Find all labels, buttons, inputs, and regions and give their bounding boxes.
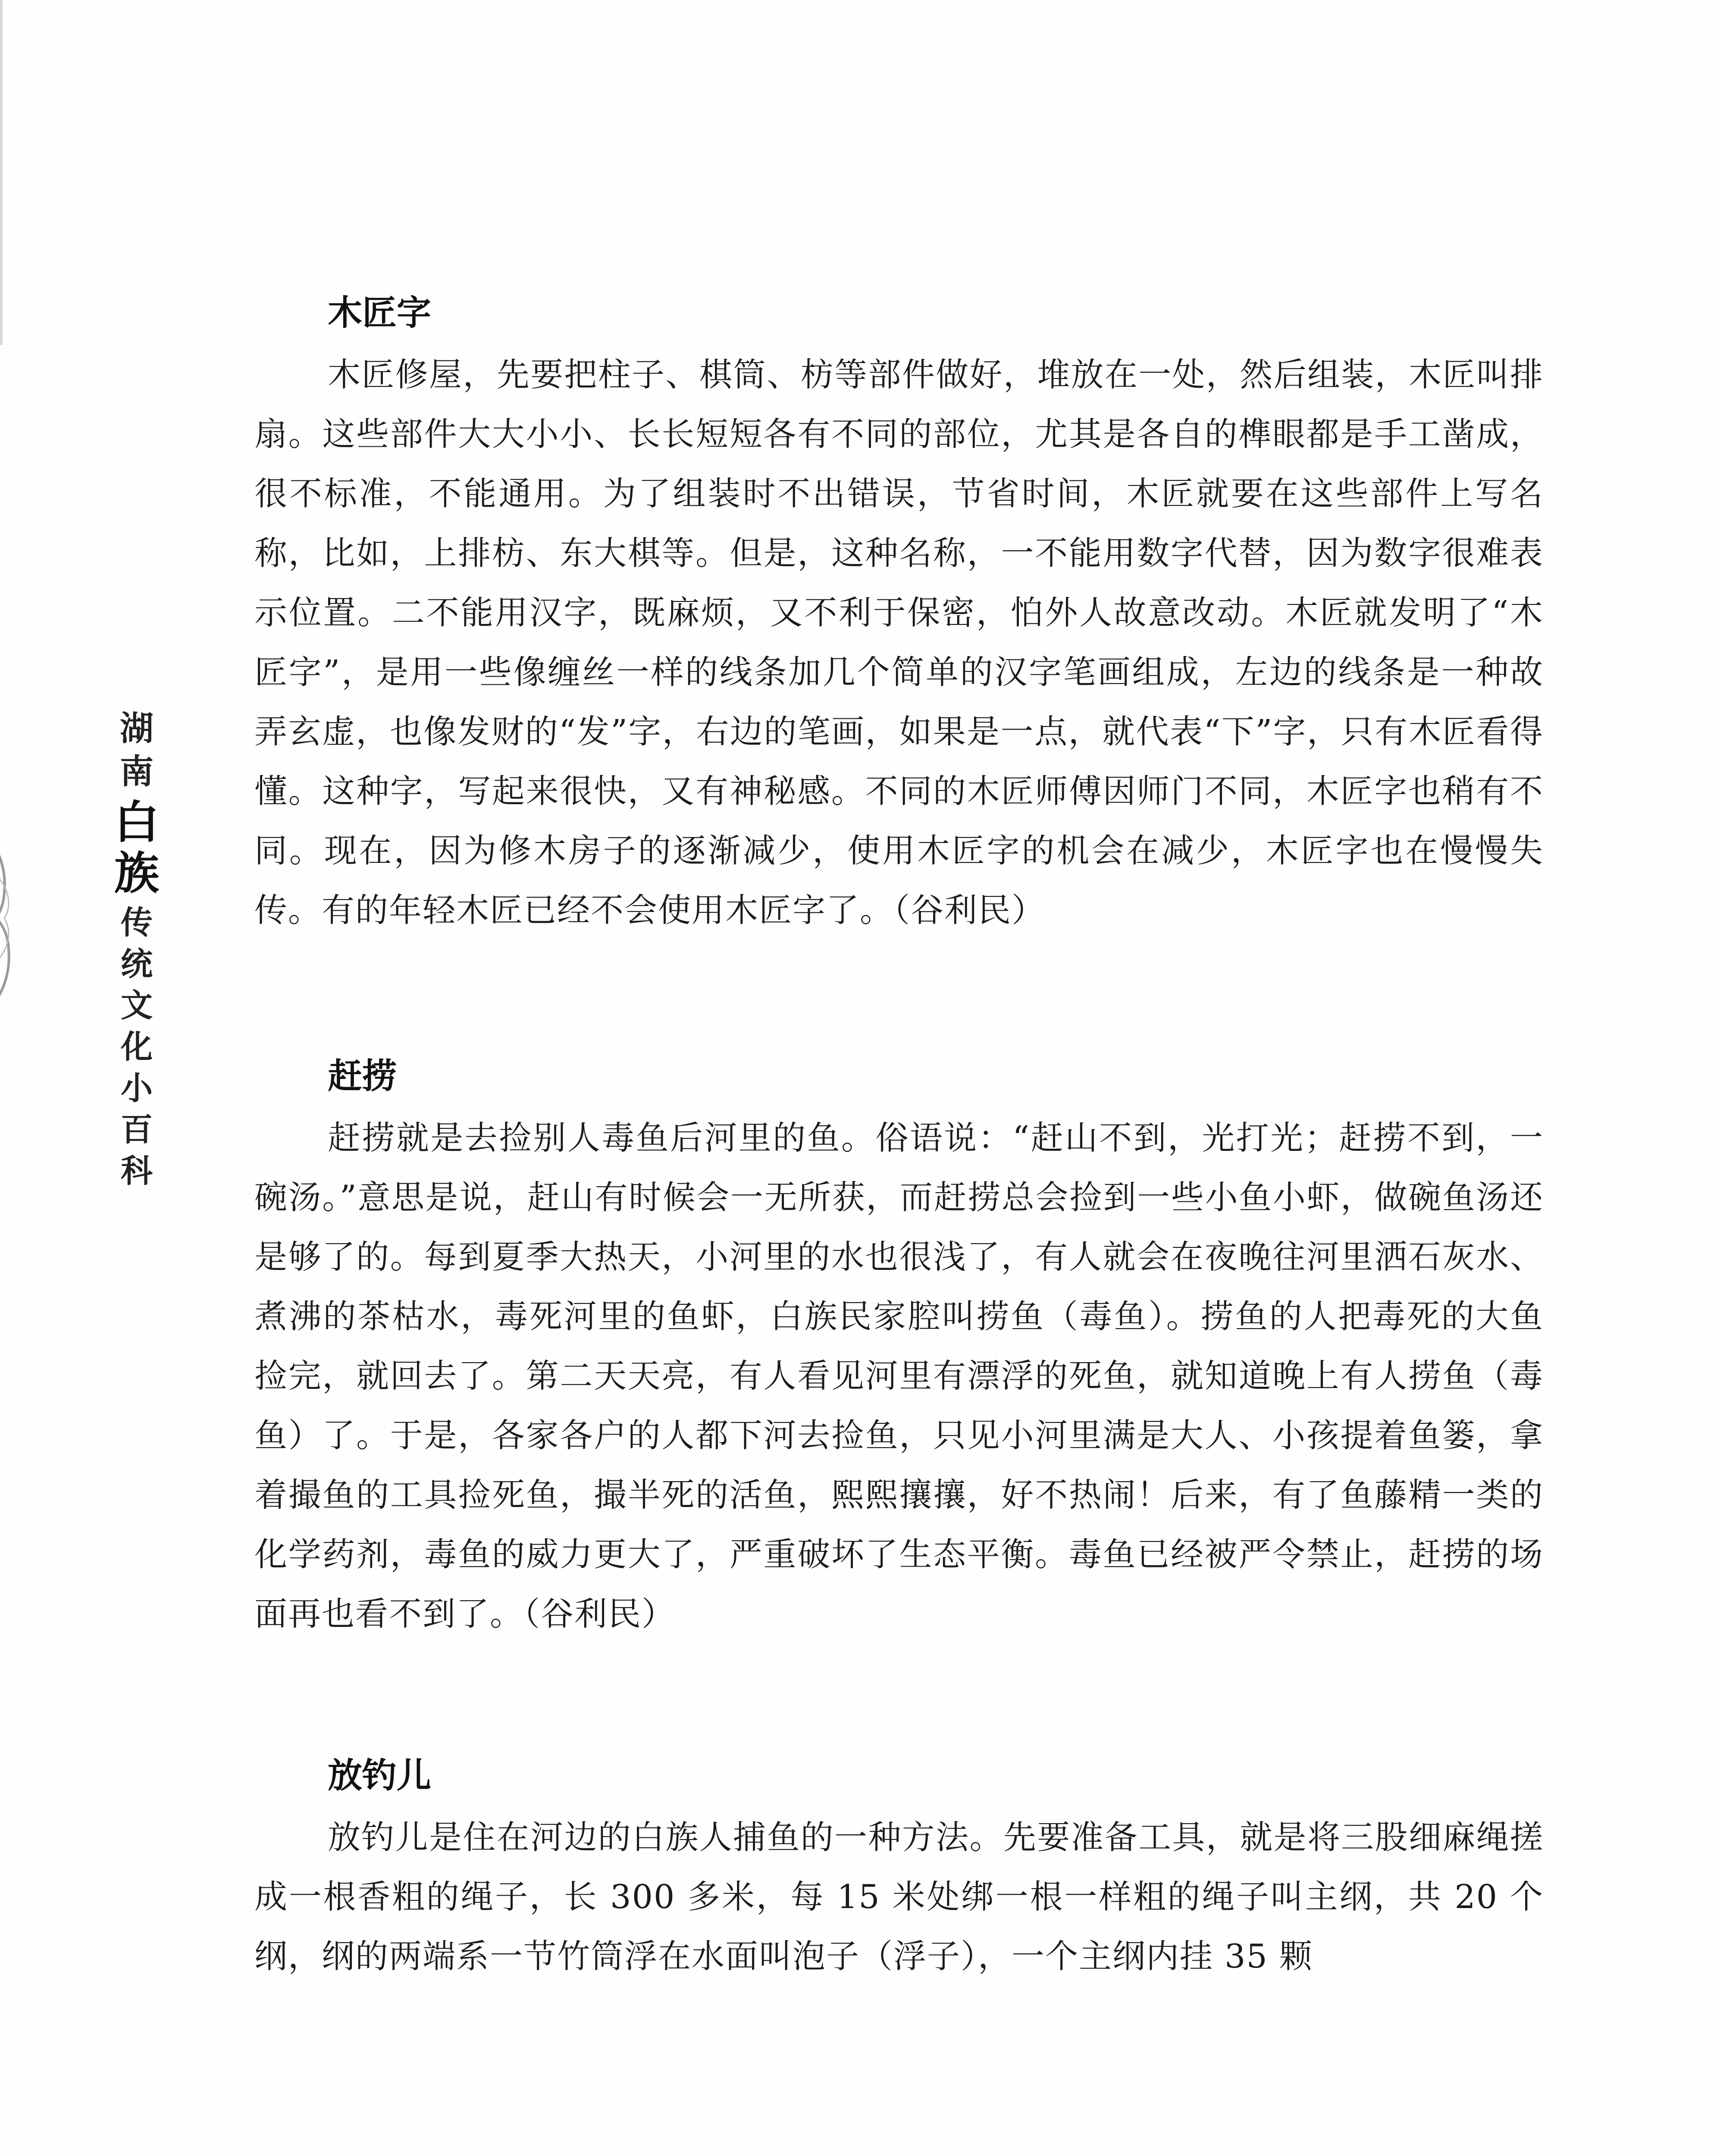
main-content xyxy=(254,285,1544,1986)
series-title-subject: 传 统 文 化 小 百 科 xyxy=(121,904,153,1190)
section-title: 放钓儿 xyxy=(328,1755,431,1796)
series-title-ethnic: 白 族 xyxy=(114,796,159,899)
section-title: 赶捞 xyxy=(328,1056,397,1096)
section-fish-gathering xyxy=(254,1048,1544,1644)
section-fishing-line xyxy=(254,1747,1544,1986)
section-body: 赶捞就是去捡别人毒鱼后河里的鱼。俗语说：“赶山不到，光打光；赶捞不到，一碗汤。”意思是说，赶山有时候会一无所获，而赶捞总会捡到一些小鱼小虾，做碗鱼汤还是够了的。每到夏季大热天，小河里的水也很浅了，有人就会在夜晚往河里洒石灰水、煮沸的茶枯水，毒死河里的鱼虾，白族民家腔叫捞鱼（毒鱼）。捞鱼的人把毒死的大鱼捡完，就回去了。第二天天亮，有人看见河里有漂浮的死鱼，就知道晚上有人捞鱼（毒鱼）了。于是，各家各户的人都下河去捡鱼，只见小河里满是大人、小孩提着鱼篓，拿着撮鱼的工具捡死鱼，撮半死的活鱼，熙熙攘攘，好不热闹！后来，有了鱼藤精一类的化学药剂，毒鱼的威力更大了，严重破坏了生态平衡。毒鱼已经被严令禁止，赶捞的场面再也看不到了。（谷利民） xyxy=(254,1119,1544,1633)
section-body: 放钓儿是住在河边的白族人捕鱼的一种方法。先要准备工具，就是将三股细麻绳搓成一根香粗的绳子，长 300 多米，每 15 米处绑一根一样粗的绳子叫主纲，共 20 个纲，纲的两端系一节竹筒浮在水面叫泡子（浮子），一个主纲内挂 35 颗 xyxy=(254,1818,1544,1975)
section-body: 木匠修屋，先要把柱子、棋筒、枋等部件做好，堆放在一处，然后组装，木匠叫排扇。这些部件大大小小、长长短短各有不同的部位，尤其是各自的榫眼都是手工凿成，很不标准，不能通用。为了组装时不出错误，节省时间，木匠就要在这些部件上写名称，比如，上排枋、东大棋等。但是，这种名称，一不能用数字代替，因为数字很难表示位置。二不能用汉字，既麻烦，又不利于保密，怕外人故意改动。木匠就发明了“木匠字”，是用一些像缠丝一样的线条加几个简单的汉字笔画组成，左边的线条是一种故弄玄虚，也像发财的“发”字，右边的笔画，如果是一点，就代表“下”字，只有木匠看得懂。这种字，写起来很快，又有神秘感。不同的木匠师傅因师门不同，木匠字也稍有不同。现在，因为修木房子的逐渐减少，使用木匠字的机会在减少，木匠字也在慢慢失传。有的年轻木匠已经不会使用木匠字了。（谷利民） xyxy=(254,355,1544,929)
section-carpenter-script xyxy=(254,285,1544,940)
floral-ornament-icon xyxy=(0,785,86,1052)
page-edge-shadow xyxy=(0,0,3,345)
section-title: 木匠字 xyxy=(328,292,431,333)
series-title-region: 湖 南 xyxy=(119,709,154,791)
series-title-vertical xyxy=(113,707,160,1192)
